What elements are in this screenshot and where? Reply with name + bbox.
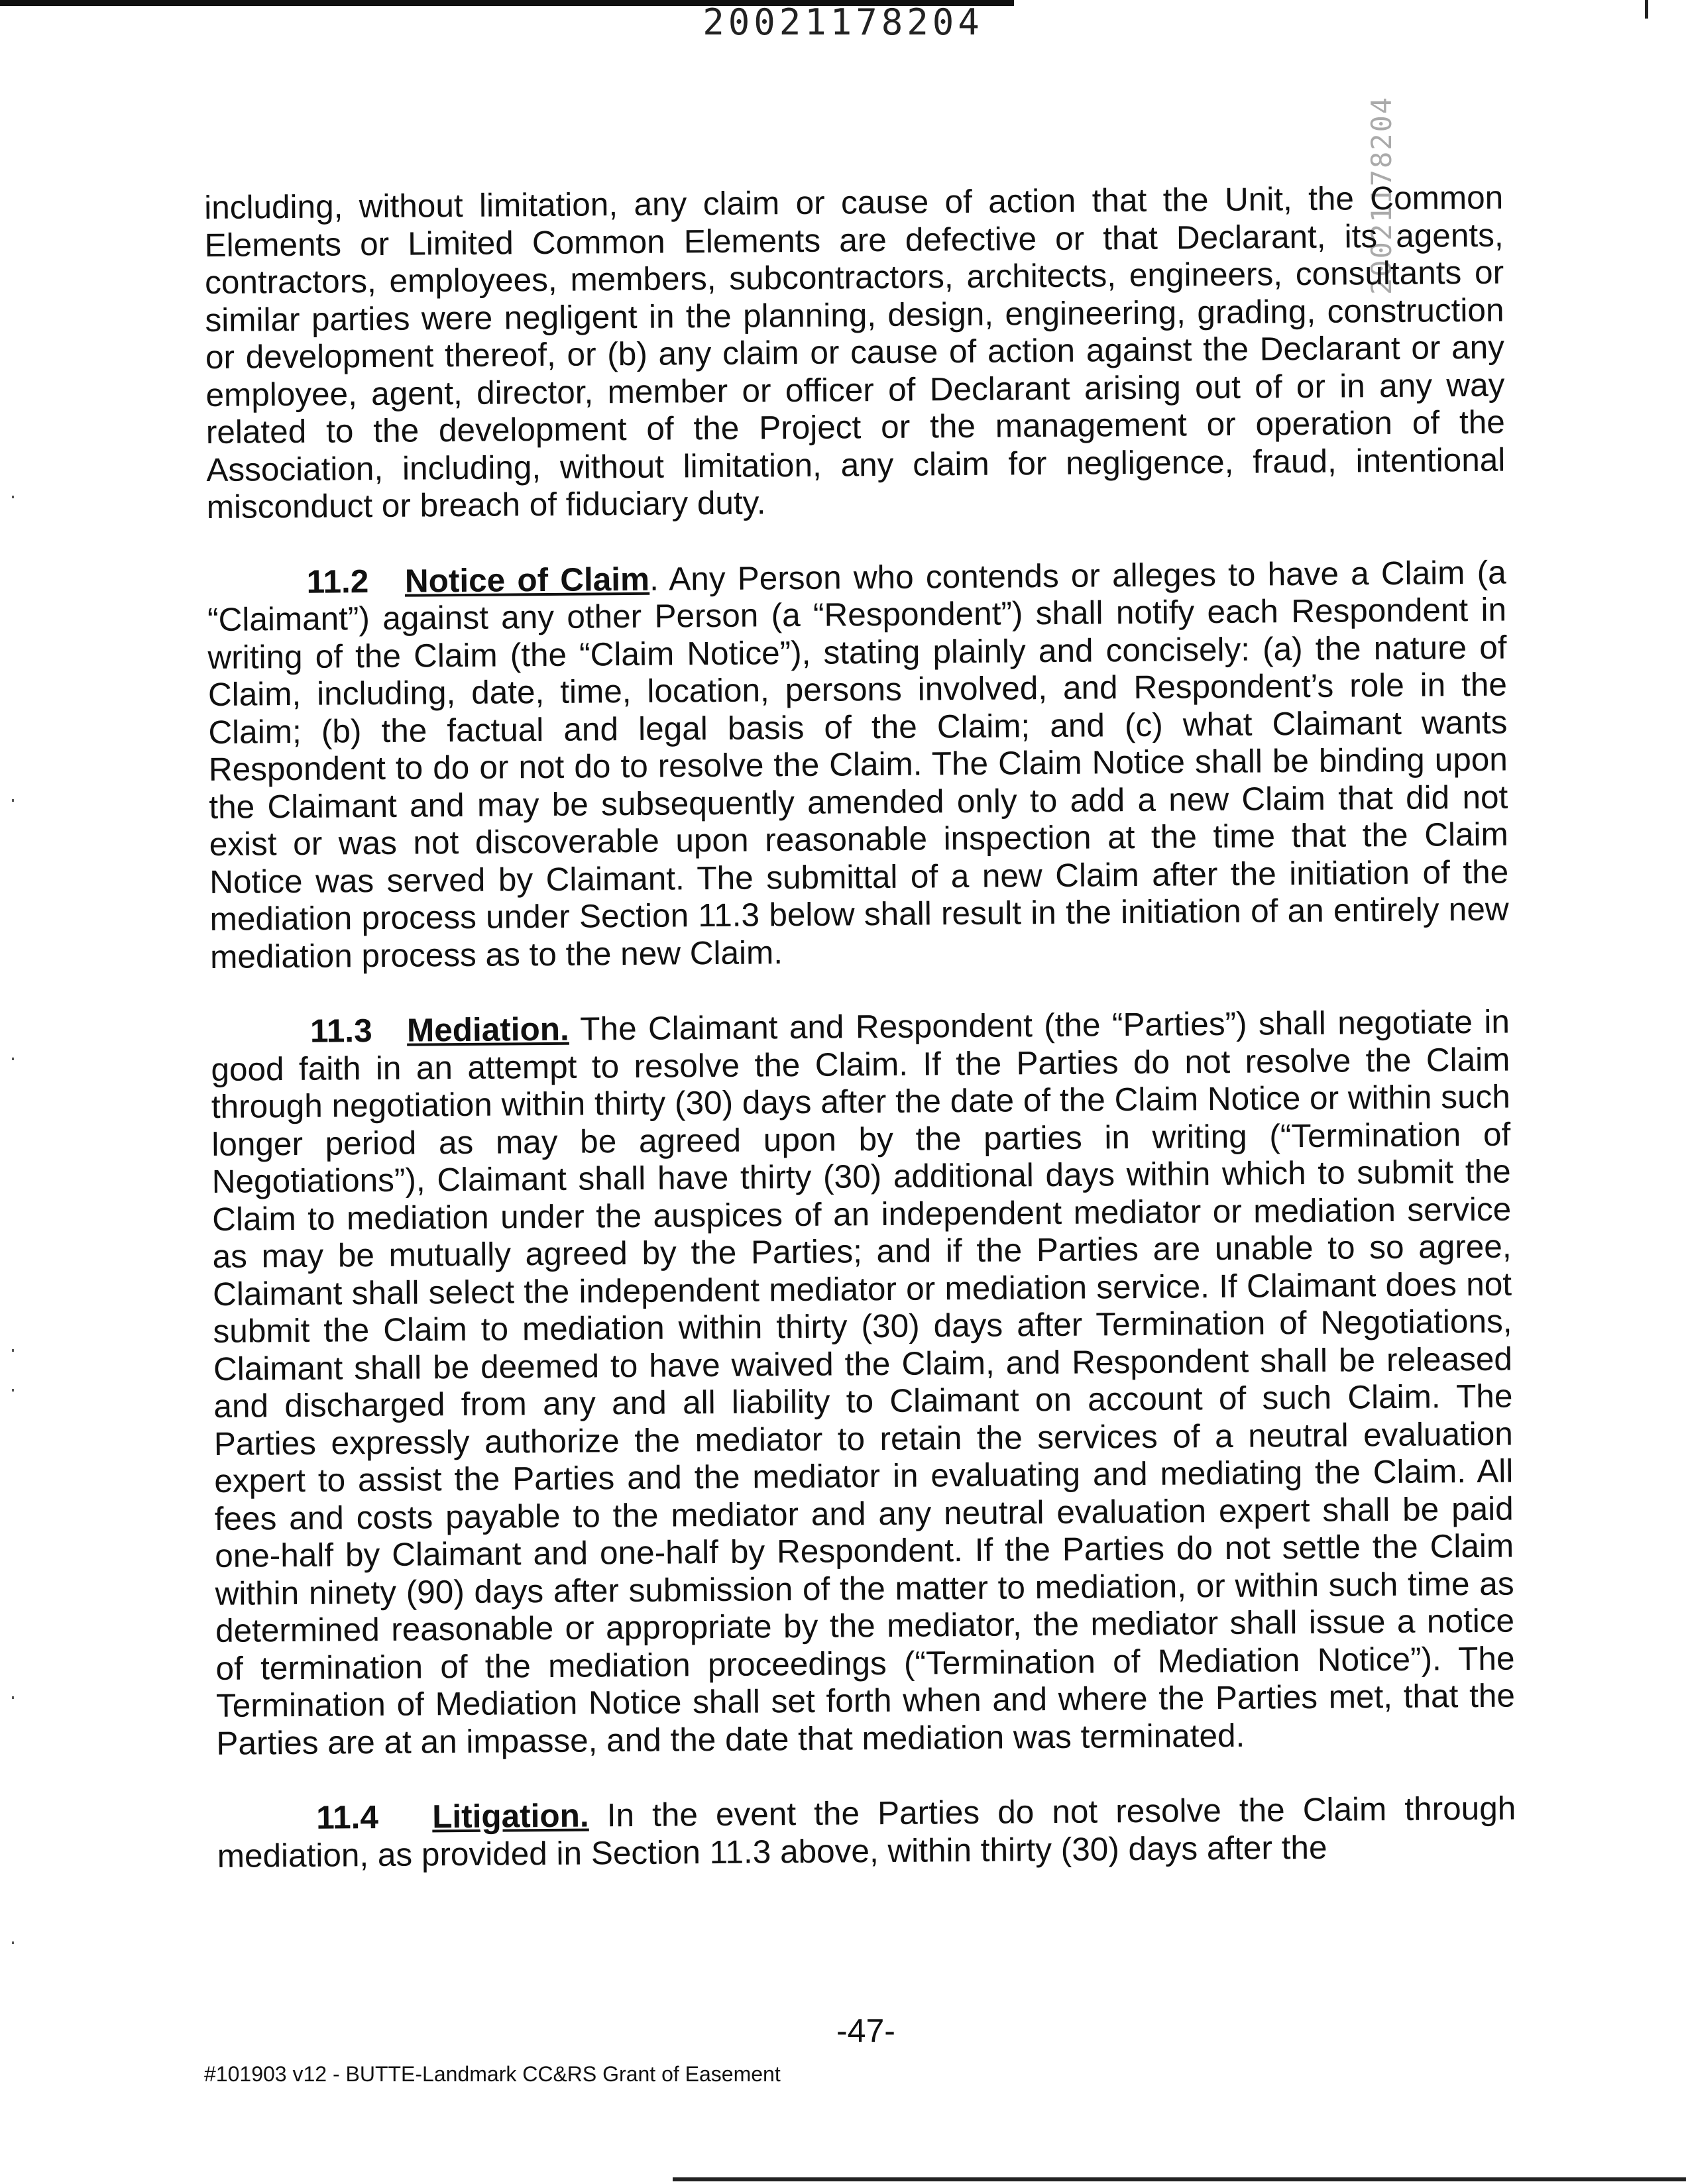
section-11-4: [217, 1790, 1516, 1875]
section-number: 11.2: [306, 563, 369, 600]
document-number: 20021178204: [702, 1, 984, 43]
footer-document-ref: #101903 v12 - BUTTE-Landmark CC&RS Grant of Easement: [204, 2062, 781, 2086]
section-text: In the event the Parties do not resolve the Claim through mediation, as provided in Section 11.3 above, within thirty (30) days after the: [217, 1790, 1516, 1875]
section-number: 11.4: [316, 1799, 379, 1836]
section-11-2: [207, 554, 1509, 976]
document-body: [204, 180, 1516, 1875]
scan-speck: [12, 1349, 14, 1352]
scan-speck: [12, 1941, 14, 1944]
scan-speck: [12, 799, 14, 802]
continuation-paragraph: including, without limitation, any claim or cause of action that the Unit, the Common Elements or Limited Common Elements are defective or that Declarant, its agents, contractors, employees, members, subcontractors, architects, engineers, consultants or similar parties were negligent in the planning, design, engineering, grading, construction or development thereof, or (b) any claim or cause of action against the Declarant or any employee, agent, director, member or officer of Declarant arising out of or in any way related to the development of the Project or the management or operation of the Association, including, without limitation, any claim for negligence, fraud, intentional misconduct or breach of fiduciary duty.: [204, 179, 1506, 525]
section-title-punct: .: [649, 561, 659, 598]
scan-speck: [12, 1058, 14, 1060]
bottom-scan-rule: [673, 2177, 1686, 2181]
side-stamp: 20021178204: [1365, 95, 1398, 295]
scan-speck: [12, 1696, 14, 1699]
section-title: Notice of Claim: [404, 561, 650, 600]
section-text: The Claimant and Respondent (the “Parties”) shall negotiate in good faith in an attempt to resolve the Claim. If the Parties do not resolve the Claim through negotiation within thirty (30) days after the date of the Claim Notice or within such longer period as may be agreed upon by the parties in writing (“Termination of Negotiations”), Claimant shall have thirty (30) additional days within which to submit the Claim to mediation under the auspices of an independent mediator or mediation service as may be mutually agreed by the Parties; and if the Parties are unable to so agree, Claimant shall select the independent mediator or mediation service. If Claimant does not submit the Claim to mediation within thirty (30) days after Termination of Negotiations, Claimant shall be deemed to have waived the Claim, and Respondent shall be released and discharged from any and all liability to Claimant on account of such Claim. The Parties expressly authorize the mediator to retain the services of a neutral evaluation expert to assist the Parties and the mediator in evaluating and mediating the Claim. All fees and costs payable to the mediator and any neutral evaluation expert shall be paid one-half by Claimant and one-half by Respondent. If the Parties do not settle the Claim within ninety (90) days after submission of the matter to mediation, or within such time as determined reasonable or appropriate by the mediator, the mediator shall issue a notice of termination of the mediation proceedings (“Termination of Mediation Notice”). The Termination of Mediation Notice shall set forth when and where the Parties met, that the Parties are at an impasse, and the date that mediation was terminated.: [211, 1003, 1516, 1762]
section-title: Litigation.: [431, 1797, 589, 1835]
section-number: 11.3: [309, 1012, 372, 1050]
section-11-3: [211, 1004, 1516, 1763]
section-title: Mediation.: [406, 1010, 569, 1049]
page-number: -47-: [836, 2012, 895, 2049]
scan-speck: [12, 496, 14, 498]
section-text: Any Person who contends or alleges to have a Claim (a “Claimant”) against any other Person (a “Respondent”) shall notify each Respondent in writing of the Claim (the “Claim Notice”), stating plainly and concisely: (a) the nature of Claim, including, date, time, location, persons involved, and Respondent’s role in the Claim; (b) the factual and legal basis of the Claim; and (c) what Claimant wants Respondent to do or not do to resolve the Claim. The Claim Notice shall be binding upon the Claimant and may be subsequently amended only to add a new Claim that did not exist or was not discoverable upon reasonable inspection at the time that the Claim Notice was served by Claimant. The submittal of a new Claim after the initiation of the mediation process under Section 11.3 below shall result in the initiation of an entirely new mediation process as to the new Claim.: [207, 554, 1509, 975]
scan-speck: [12, 1389, 14, 1392]
